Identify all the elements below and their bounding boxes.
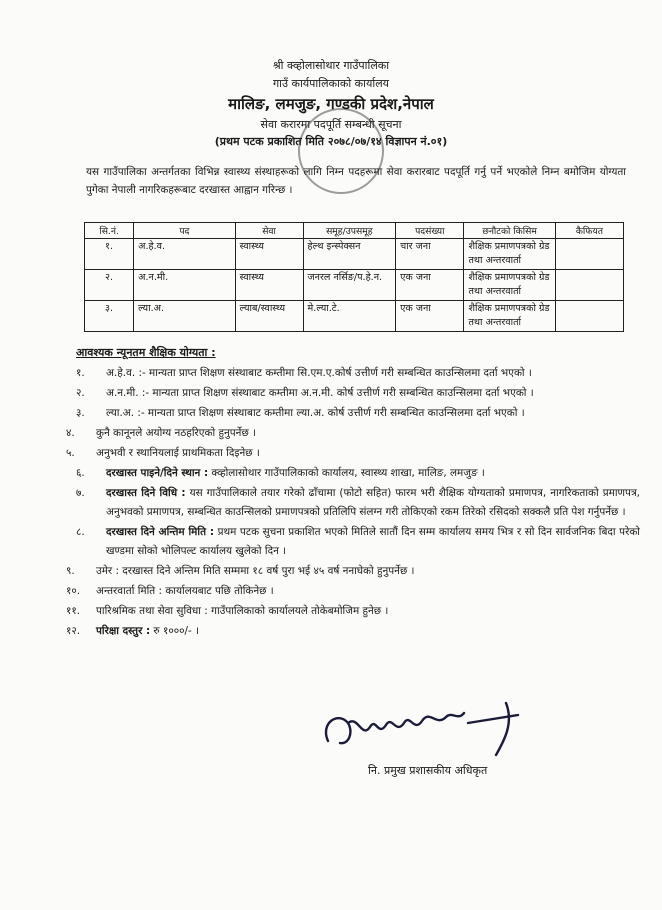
item-label: दरखास्त दिने विधि : (106, 487, 186, 499)
item-text: अन्तरवार्ता मिति : कार्यालयबाट पछि तोकिनेछ । (96, 585, 274, 597)
cell-count: एक जना (396, 301, 464, 332)
office-address: मालिङ, लमजुङ, गण्डकी प्रदेश,नेपाल (228, 95, 434, 113)
cell-service: ल्याब/स्वास्थ्य (235, 301, 303, 332)
cell-selection: शैक्षिक प्रमाणपत्रको ग्रेड तथा अन्तरवार्ता (464, 301, 555, 332)
list-item (66, 523, 640, 561)
cell-service: स्वास्थ्य (235, 239, 303, 270)
col-header-group: समूह/उपसमूह (303, 223, 396, 239)
list-item (66, 444, 640, 463)
item-label: दरखास्त दिने अन्तिम मिति : (106, 526, 215, 538)
qualifications-heading: आवश्यक न्यूनतम शैक्षिक योग्यता : (76, 346, 216, 359)
list-item (66, 602, 640, 621)
item-text: अनुभवी र स्थानियलाई प्राथमिकता दिइनेछ । (96, 447, 260, 459)
list-item (66, 384, 640, 403)
col-header-selection: छनौटको किसिम (464, 223, 555, 239)
item-label: परिक्षा दस्तुर : (96, 625, 151, 637)
item-text: ल्या.अ. :- मान्यता प्राप्त शिक्षण संस्थाबाट कम्तीमा ल्या.अ. कोर्ष उत्तीर्ण गरी सम्बन्धित काउन्सिलमा दर्ता भएको । (106, 407, 525, 419)
col-header-sn: सि.नं. (85, 223, 134, 239)
cell-group: जनरल नर्सिङ/प.हे.न. (303, 270, 396, 301)
item-number: ८. (76, 526, 85, 538)
item-number: २. (76, 387, 85, 399)
item-text: रु १०००/- । (153, 625, 200, 637)
list-item (66, 484, 640, 522)
cell-service: स्वास्थ्य (235, 270, 303, 301)
item-text: यस गाउँपालिकाले तयार गरेको ढाँचामा (फोटो सहित) फारम भरी शैक्षिक योग्यताको प्रमाणपत्र, नागरिकताको प्रमाणपत्र, अनुभवको प्रमाणपत्र, सम्बन्धित काउन्सिलको प्रमाणपत्रको प्रतिलिपि संलग्न गरी तोकिएको रकम तिरेको रसिदको सक्कलै प्रति पेश गर्नुपर्नेछ । (106, 487, 640, 518)
table-header-row (85, 223, 624, 239)
item-text: प्रथम पटक सुचना प्रकाशित भएको मितिले सातौं दिन सम्म कार्यालय समय भित्र र सो दिन सार्वजनिक बिदा परेको खण्डमा सोको भोलिपल्ट कार्यालय खुलेको दिन । (106, 526, 640, 557)
item-text: अ.हे.व. :- मान्यता प्राप्त शिक्षण संस्थाबाट कम्तीमा सि.एम.ए.कोर्ष उत्तीर्ण गरी सम्बन्धित काउन्सिलमा दर्ता भएको । (106, 367, 532, 379)
list-item (66, 622, 640, 641)
item-number: १०. (66, 585, 81, 597)
col-header-service: सेवा (235, 223, 303, 239)
signatory-title: नि. प्रमुख प्रशासकीय अधिकृत (368, 764, 488, 777)
item-number: ९. (66, 565, 75, 577)
cell-remarks (555, 270, 623, 301)
item-number: ४. (66, 427, 75, 439)
table-row (85, 239, 624, 270)
office-subtitle: गाउँ कार्यपालिकाको कार्यालय (272, 77, 390, 90)
cell-sn: २. (85, 270, 134, 301)
cell-remarks (555, 239, 623, 270)
cell-sn: ३. (85, 301, 134, 332)
list-item (66, 464, 640, 483)
cell-count: एक जना (396, 270, 464, 301)
cell-remarks (555, 301, 623, 332)
cell-selection: शैक्षिक प्रमाणपत्रको ग्रेड तथा अन्तरवार्ता (464, 239, 555, 270)
item-text: कुनै कानूनले अयोग्य नठहरिएको हुनुपर्नेछ । (96, 427, 256, 439)
item-number: १. (76, 367, 85, 379)
list-item (66, 582, 640, 601)
table-row (85, 301, 624, 332)
vacancy-table (84, 222, 624, 332)
office-name: श्री क्व्होलासोथार गाउँपालिका (272, 59, 390, 72)
col-header-count: पदसंख्या (396, 223, 464, 239)
item-text: अ.न.मी. :- मान्यता प्राप्त शिक्षण संस्थाबाट कम्तीमा अ.न.मी. कोर्ष उत्तीर्ण गरी सम्बन्धित काउन्सिलमा दर्ता भएको । (106, 387, 534, 399)
list-item (66, 364, 640, 383)
cell-count: चार जना (396, 239, 464, 270)
item-text: क्व्होलासोथार गाउँपालिकाको कार्यालय, स्वास्थ्य शाखा, मालिङ, लमजुङ । (211, 467, 485, 479)
item-number: ५. (66, 447, 75, 459)
cell-post: अ.न.मी. (134, 270, 235, 301)
item-number: १२. (66, 625, 81, 637)
handwritten-signature (318, 693, 538, 763)
cell-selection: शैक्षिक प्रमाणपत्रको ग्रेड तथा अन्तरवार्ता (464, 270, 555, 301)
col-header-remarks: कैफियत (555, 223, 623, 239)
list-item (66, 424, 640, 443)
cell-group: हेल्थ इन्स्पेक्सन (303, 239, 396, 270)
item-number: ७. (76, 487, 85, 499)
notice-title: सेवा करारमा पदपूर्ति सम्बन्धी सूचना (260, 118, 402, 131)
cell-post: अ.हे.व. (134, 239, 235, 270)
item-number: ६. (76, 467, 85, 479)
item-text: पारिश्रमिक तथा सेवा सुविधा : गाउँपालिकाको कार्यालयले तोकेबमोजिम हुनेछ । (96, 605, 389, 617)
table-row (85, 270, 624, 301)
item-text: उमेर : दरखास्त दिने अन्तिम मिति सम्ममा १८ वर्ष पुरा भई ४५ वर्ष ननाघेको हुनुपर्नेछ । (96, 565, 415, 577)
cell-sn: १. (85, 239, 134, 270)
item-label: दरखास्त पाइने/दिने स्थान : (106, 467, 209, 479)
item-number: ३. (76, 407, 85, 419)
list-item (66, 404, 640, 423)
intro-paragraph: यस गाउँपालिका अन्तर्गतका विभिन्न स्वास्थ्य संस्थाहरूको लागि निम्न पदहरूमा सेवा करारबाट पदपूर्ति गर्नु पर्ने भएकोले निम्न बमोजिम योग्यता पुगेका नेपाली नागरिकहरूबाट दरखास्त आह्वान गरिन्छ । (86, 166, 626, 196)
requirements-list (66, 364, 640, 642)
cell-group: मे.ल्या.टे. (303, 301, 396, 332)
list-item (66, 562, 640, 581)
publication-info: (प्रथम पटक प्रकाशित मिति २०७८/०७/१४ विज्ञापन नं.०१) (214, 135, 448, 148)
col-header-post: पद (134, 223, 235, 239)
item-number: ११. (66, 605, 81, 617)
cell-post: ल्या.अ. (134, 301, 235, 332)
